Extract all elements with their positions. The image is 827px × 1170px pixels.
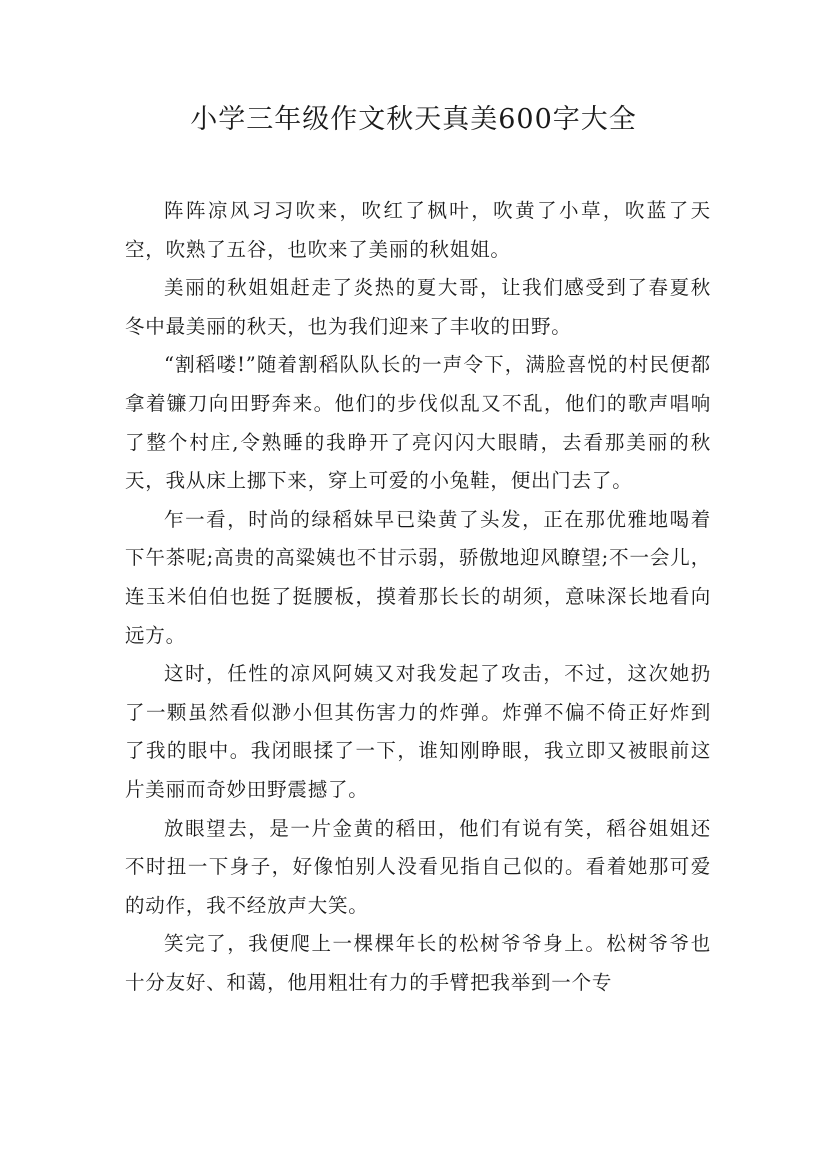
paragraph-6: 放眼望去，是一片金黄的稻田，他们有说有笑，稻谷姐姐还不时扭一下身子，好像怕别人没看见指自己似的。看着她那可爱的动作，我不经放声大笑。	[125, 816, 711, 917]
page-title: 小学三年级作文秋天真美600字大全	[190, 104, 637, 135]
paragraph-2: 美丽的秋姐姐赶走了炎热的夏大哥，让我们感受到了春夏秋冬中最美丽的秋天，也为我们迎来了丰收的田野。	[125, 276, 711, 338]
essay-body	[125, 192, 711, 1002]
paragraph-7: 笑完了，我便爬上一棵棵年长的松树爷爷身上。松树爷爷也十分友好、和蔼，他用粗壮有力的手臂把我举到一个专	[125, 932, 711, 994]
paragraph-3: “割稻喽!”随着割稻队队长的一声令下，满脸喜悦的村民便都拿着镰刀向田野奔来。他们的步伐似乱又不乱，他们的歌声唱响了整个村庄,令熟睡的我睁开了亮闪闪大眼睛，去看那美丽的秋天，我从床上挪下来，穿上可爱的小兔鞋，便出门去了。	[125, 353, 711, 493]
paragraph-4: 乍一看，时尚的绿稻妹早已染黄了头发，正在那优雅地喝着下午茶呢;高贵的高粱姨也不甘示弱，骄傲地迎风瞭望;不一会儿，连玉米伯伯也挺了挺腰板，摸着那长长的胡须，意味深长地看向远方。	[125, 507, 711, 647]
paragraph-1: 阵阵凉风习习吹来，吹红了枫叶，吹黄了小草，吹蓝了天空，吹熟了五谷，也吹来了美丽的秋姐姐。	[125, 199, 711, 261]
paragraph-5: 这时，任性的凉风阿姨又对我发起了攻击，不过，这次她扔了一颗虽然看似渺小但其伤害力的炸弹。炸弹不偏不倚正好炸到了我的眼中。我闭眼揉了一下，谁知刚睁眼，我立即又被眼前这片美丽而奇妙田野震撼了。	[125, 662, 711, 801]
